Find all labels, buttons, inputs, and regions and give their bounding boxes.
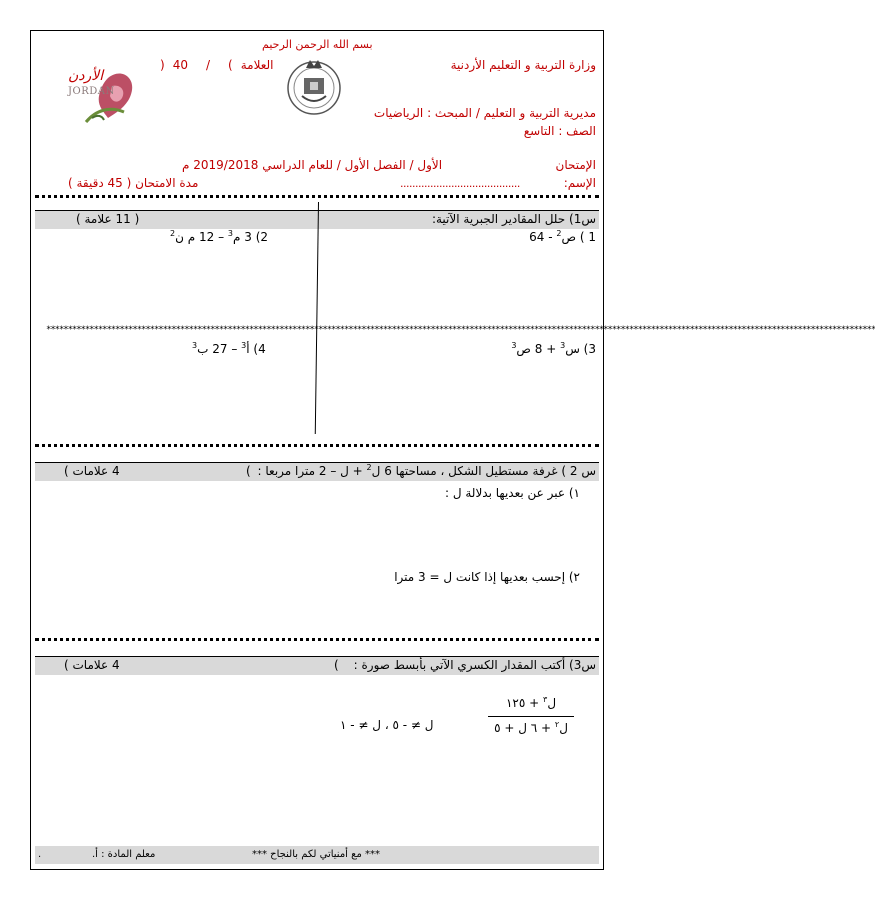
q1-item-4-p2: 3 [192, 341, 198, 350]
mark-total: 40 [172, 58, 188, 72]
q3-title: س3) أكتب المقدار الكسري الآتي بأبسط صورة : [353, 658, 596, 672]
q1-item-3-num: 3) [583, 342, 596, 356]
q1-item-3-a: س [565, 342, 580, 356]
grade-line: الصف : التاسع [523, 124, 596, 138]
emblem-icon [284, 54, 344, 120]
q3-paren: ( [334, 658, 339, 672]
mark-box [160, 58, 274, 72]
name-label: الإسم: [563, 176, 596, 190]
q3-den-p: ٢ [554, 720, 560, 729]
exam-duration: مدة الامتحان ( 45 دقيقة ) [68, 176, 199, 190]
mark-paren: ( [228, 58, 233, 72]
q3-den-a: ل [559, 721, 568, 735]
q1-marks: ( 11 علامة ) [76, 212, 140, 226]
q3-condition: ل ≠ - ٥ ، ل ≠ - ١ [340, 718, 434, 732]
q2-title-rest: + ل – 2 مترا مربعا : [257, 464, 363, 478]
q3-fraction [488, 696, 574, 735]
q3-numerator [488, 696, 574, 710]
q2-title-power: 2 [366, 463, 372, 472]
q1-item-3-p1: 3 [560, 341, 566, 350]
q1-item-4-b: – 27 ب [197, 342, 238, 356]
q1-star-separator: ************************************************************************************************************************************************************************************************ [46, 325, 875, 335]
footer-teacher: معلم المادة : أ. [92, 849, 156, 860]
q1-item-2-p1: 3 [227, 229, 233, 238]
q1-item-1-b: - 64 [529, 230, 553, 244]
q2-sub-1: ١) عبر عن بعديها بدلالة ل : [444, 486, 580, 500]
q2-paren: ( [246, 464, 251, 478]
q1-item-1-a: ص [561, 230, 577, 244]
q2-title [258, 464, 596, 478]
mark-label: العلامة [240, 58, 274, 72]
basmala: بسم الله الرحمن الرحيم [262, 38, 373, 51]
q1-item-1 [529, 230, 596, 244]
q1-item-4-p1: 3 [241, 341, 247, 350]
q3-denominator [488, 721, 574, 735]
exam-label: الإمتحان [555, 158, 596, 172]
q1-item-3-p2: 3 [511, 341, 517, 350]
q3-den-b: + ٦ ل + ٥ [494, 721, 552, 735]
q1-item-2-num: 2) [255, 230, 269, 244]
mark-open: ) [160, 58, 165, 72]
jordan-logo-text: JORDAN [68, 86, 115, 97]
q1-title: س1) حلل المقادير الجبرية الآتية: [431, 212, 596, 226]
q2-marks: 4 علامات ) [64, 464, 120, 478]
separator-2 [35, 444, 599, 447]
ministry-name: وزارة التربية و التعليم الأردنية [450, 58, 596, 72]
separator-3 [35, 638, 599, 641]
q2-sub-2: ٢) إحسب بعديها إذا كانت ل = 3 مترا [394, 570, 580, 584]
mark-slash: / [205, 58, 211, 72]
separator-1 [35, 195, 599, 198]
term-line: الأول / الفصل الأول / للعام الدراسي 2019/2018 م [182, 158, 443, 172]
q1-item-1-p1: 2 [556, 229, 562, 238]
q1-item-2 [170, 230, 268, 244]
q3-num-p: ٣ [543, 695, 548, 704]
q1-item-3 [511, 342, 596, 356]
q1-item-1-num: 1 ) [579, 230, 596, 244]
q1-item-4 [192, 342, 266, 356]
jordan-logo-script: الأردن [68, 68, 104, 84]
jordan-logo [62, 60, 144, 130]
q1-item-4-num: 4) [253, 342, 266, 356]
q1-item-2-a: 3 م [233, 230, 252, 244]
q3-num-a: ل [547, 696, 557, 710]
q3-marks: 4 علامات ) [64, 658, 120, 672]
q2-title-main: س 2 ) غرفة مستطيل الشكل ، مساحتها 6 ل [371, 464, 596, 478]
footer-dot: . [38, 849, 42, 860]
q1-item-2-p2: 2 [170, 229, 176, 238]
q1-item-3-b: + 8 ص [516, 342, 557, 356]
q1-item-2-b: – 12 م ن [175, 230, 225, 244]
ministry-emblem [284, 54, 344, 120]
q1-item-4-a: أ [246, 342, 250, 356]
q3-fraction-bar [488, 716, 574, 717]
directorate-subject: مديرية التربية و التعليم / المبحث : الرياضيات [373, 106, 596, 120]
name-dots: ........................................ [400, 177, 520, 190]
footer-wish: *** مع أمنياتي لكم بالنجاح *** [252, 849, 380, 860]
q3-num-b: + ١٢٥ [505, 696, 540, 710]
page-border [30, 30, 875, 870]
